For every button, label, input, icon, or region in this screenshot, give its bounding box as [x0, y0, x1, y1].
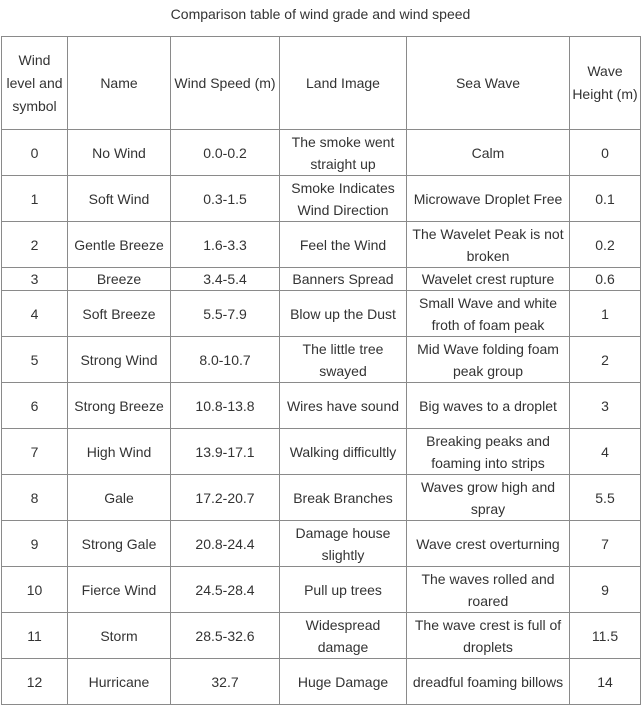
cell-name: Soft Breeze [68, 291, 171, 337]
cell-sea-wave: dreadful foaming billows [407, 659, 570, 705]
cell-sea-wave: Microwave Droplet Free [407, 176, 570, 222]
cell-wind-level: 7 [2, 429, 68, 475]
cell-land-image: Walking difficultly [280, 429, 407, 475]
cell-land-image: Smoke Indicates Wind Direction [280, 176, 407, 222]
table-row [2, 176, 641, 222]
cell-land-image: Break Branches [280, 475, 407, 521]
cell-wave-height: 1 [570, 291, 641, 337]
cell-land-image: Huge Damage [280, 659, 407, 705]
cell-name: High Wind [68, 429, 171, 475]
cell-name: Strong Breeze [68, 383, 171, 429]
cell-land-image: The smoke went straight up [280, 130, 407, 176]
table-row [2, 521, 641, 567]
cell-wind-speed: 5.5-7.9 [171, 291, 280, 337]
header-wind-level: Wind level and symbol [2, 37, 68, 130]
cell-wave-height: 3 [570, 383, 641, 429]
cell-land-image: Feel the Wind [280, 222, 407, 268]
table-row [2, 222, 641, 268]
table-header-row [2, 37, 641, 130]
cell-wind-speed: 28.5-32.6 [171, 613, 280, 659]
table-row [2, 268, 641, 291]
cell-sea-wave: Wavelet crest rupture [407, 268, 570, 291]
cell-name: Storm [68, 613, 171, 659]
cell-wind-level: 2 [2, 222, 68, 268]
header-name: Name [68, 37, 171, 130]
cell-name: Strong Gale [68, 521, 171, 567]
cell-wind-level: 10 [2, 567, 68, 613]
cell-wind-speed: 3.4-5.4 [171, 268, 280, 291]
cell-land-image: Banners Spread [280, 268, 407, 291]
table-row [2, 291, 641, 337]
cell-sea-wave: The waves rolled and roared [407, 567, 570, 613]
cell-land-image: Blow up the Dust [280, 291, 407, 337]
cell-wind-speed: 1.6-3.3 [171, 222, 280, 268]
cell-wind-speed: 0.0-0.2 [171, 130, 280, 176]
cell-name: Soft Wind [68, 176, 171, 222]
cell-name: Gentle Breeze [68, 222, 171, 268]
cell-sea-wave: Mid Wave folding foam peak group [407, 337, 570, 383]
cell-sea-wave: Big waves to a droplet [407, 383, 570, 429]
cell-sea-wave: The Wavelet Peak is not broken [407, 222, 570, 268]
cell-wind-speed: 32.7 [171, 659, 280, 705]
cell-wave-height: 0.1 [570, 176, 641, 222]
cell-land-image: Widespread damage [280, 613, 407, 659]
cell-sea-wave: Wave crest overturning [407, 521, 570, 567]
header-sea-wave: Sea Wave [407, 37, 570, 130]
cell-sea-wave: Breaking peaks and foaming into strips [407, 429, 570, 475]
cell-wind-level: 12 [2, 659, 68, 705]
cell-wind-level: 0 [2, 130, 68, 176]
cell-wave-height: 0 [570, 130, 641, 176]
cell-sea-wave: The wave crest is full of droplets [407, 613, 570, 659]
table-row [2, 130, 641, 176]
table-row [2, 337, 641, 383]
cell-wind-level: 1 [2, 176, 68, 222]
cell-wind-level: 3 [2, 268, 68, 291]
cell-name: Breeze [68, 268, 171, 291]
cell-wind-speed: 13.9-17.1 [171, 429, 280, 475]
header-wind-speed: Wind Speed (m) [171, 37, 280, 130]
cell-land-image: The little tree swayed [280, 337, 407, 383]
cell-wind-speed: 17.2-20.7 [171, 475, 280, 521]
cell-wave-height: 5.5 [570, 475, 641, 521]
cell-wave-height: 11.5 [570, 613, 641, 659]
cell-wind-speed: 20.8-24.4 [171, 521, 280, 567]
cell-wind-speed: 0.3-1.5 [171, 176, 280, 222]
table-title: Comparison table of wind grade and wind speed [170, 6, 471, 22]
cell-land-image: Wires have sound [280, 383, 407, 429]
cell-wind-speed: 24.5-28.4 [171, 567, 280, 613]
cell-wave-height: 7 [570, 521, 641, 567]
table-row [2, 429, 641, 475]
cell-sea-wave: Small Wave and white froth of foam peak [407, 291, 570, 337]
cell-wind-level: 9 [2, 521, 68, 567]
cell-name: Gale [68, 475, 171, 521]
cell-wave-height: 0.2 [570, 222, 641, 268]
cell-wind-level: 5 [2, 337, 68, 383]
table-row [2, 567, 641, 613]
table-row [2, 475, 641, 521]
cell-sea-wave: Calm [407, 130, 570, 176]
cell-name: Fierce Wind [68, 567, 171, 613]
cell-wind-level: 6 [2, 383, 68, 429]
cell-wave-height: 4 [570, 429, 641, 475]
cell-wave-height: 9 [570, 567, 641, 613]
table-row [2, 659, 641, 705]
cell-name: Strong Wind [68, 337, 171, 383]
cell-wave-height: 2 [570, 337, 641, 383]
cell-sea-wave: Waves grow high and spray [407, 475, 570, 521]
cell-name: No Wind [68, 130, 171, 176]
cell-land-image: Pull up trees [280, 567, 407, 613]
table-row [2, 613, 641, 659]
cell-wind-level: 4 [2, 291, 68, 337]
cell-wind-level: 8 [2, 475, 68, 521]
header-wave-height: Wave Height (m) [570, 37, 641, 130]
cell-wind-level: 11 [2, 613, 68, 659]
cell-name: Hurricane [68, 659, 171, 705]
cell-wave-height: 0.6 [570, 268, 641, 291]
cell-wind-speed: 8.0-10.7 [171, 337, 280, 383]
cell-wind-speed: 10.8-13.8 [171, 383, 280, 429]
cell-land-image: Damage house slightly [280, 521, 407, 567]
table-row [2, 383, 641, 429]
header-land-image: Land Image [280, 37, 407, 130]
wind-scale-table [1, 36, 641, 705]
cell-wave-height: 14 [570, 659, 641, 705]
